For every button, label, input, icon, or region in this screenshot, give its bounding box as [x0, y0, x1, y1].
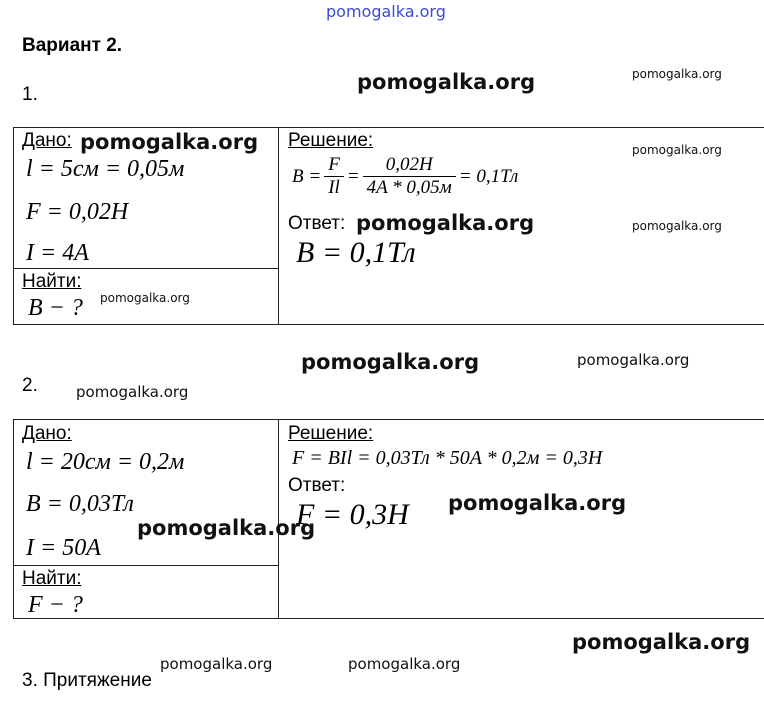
watermark: pomogalka.org [577, 351, 690, 369]
task2-answer-label: Ответ: [288, 475, 346, 496]
variant-title: Вариант 2. [22, 35, 123, 56]
task1-given-force: F = 0,02Н [26, 199, 129, 225]
watermark: pomogalka.org [76, 383, 189, 401]
watermark: pomogalka.org [160, 655, 273, 673]
task1-given-label: Дано: [22, 130, 72, 151]
watermark: pomogalka.org [448, 491, 627, 515]
task1-answer-label: Ответ: [288, 213, 346, 234]
watermark-top: pomogalka.org [326, 2, 446, 21]
task3-label: 3. Притяжение [22, 670, 152, 691]
task2-find-value: F − ? [28, 592, 83, 618]
watermark: pomogalka.org [632, 67, 722, 81]
task1-find-label: Найти: [22, 271, 82, 292]
watermark: pomogalka.org [80, 130, 259, 154]
task1-find-value: B − ? [28, 295, 83, 321]
task1-given-current: I = 4A [26, 240, 89, 266]
watermark: pomogalka.org [632, 143, 722, 157]
task1-find-divider [13, 268, 279, 269]
task1-answer: B = 0,1Тл [296, 236, 416, 269]
task1-fraction-2 [363, 154, 456, 199]
task1-fraction-1 [324, 154, 344, 199]
watermark: pomogalka.org [632, 219, 722, 233]
task1-number: 1. [22, 84, 38, 105]
task2-answer: F = 0,3Н [296, 498, 409, 531]
watermark: pomogalka.org [356, 211, 535, 235]
task1-formula-lhs: B = [292, 165, 322, 187]
task1-fraction-2-den: 4A * 0,05м [363, 176, 456, 199]
task1-divider [278, 127, 279, 324]
task1-given-length: l = 5см = 0,05м [26, 156, 185, 182]
task2-formula: F = BIl = 0,03Тл * 50A * 0,2м = 0,3Н [292, 447, 603, 469]
watermark: pomogalka.org [137, 516, 316, 540]
task1-formula-result: = 0,1Тл [458, 165, 519, 187]
task1-solution-label: Решение: [288, 130, 374, 151]
task1-formula [292, 154, 518, 199]
task2-given-induction: B = 0,03Тл [26, 491, 134, 517]
task2-number: 2. [22, 375, 38, 396]
task2-given-label: Дано: [22, 423, 72, 444]
watermark: pomogalka.org [357, 70, 536, 94]
watermark: pomogalka.org [348, 655, 461, 673]
task2-find-divider [13, 565, 279, 566]
watermark: pomogalka.org [301, 350, 480, 374]
task2-given-length: l = 20см = 0,2м [26, 449, 185, 475]
task1-fraction-2-num: 0,02Н [385, 154, 433, 175]
task1-fraction-1-den: Il [324, 176, 344, 199]
task2-solution-label: Решение: [288, 423, 374, 444]
watermark: pomogalka.org [100, 291, 190, 305]
watermark: pomogalka.org [572, 630, 751, 654]
task1-fraction-1-num: F [328, 154, 340, 175]
task2-given-current: I = 50A [26, 535, 101, 561]
task1-formula-eq: = [346, 165, 360, 187]
task2-find-label: Найти: [22, 568, 82, 589]
